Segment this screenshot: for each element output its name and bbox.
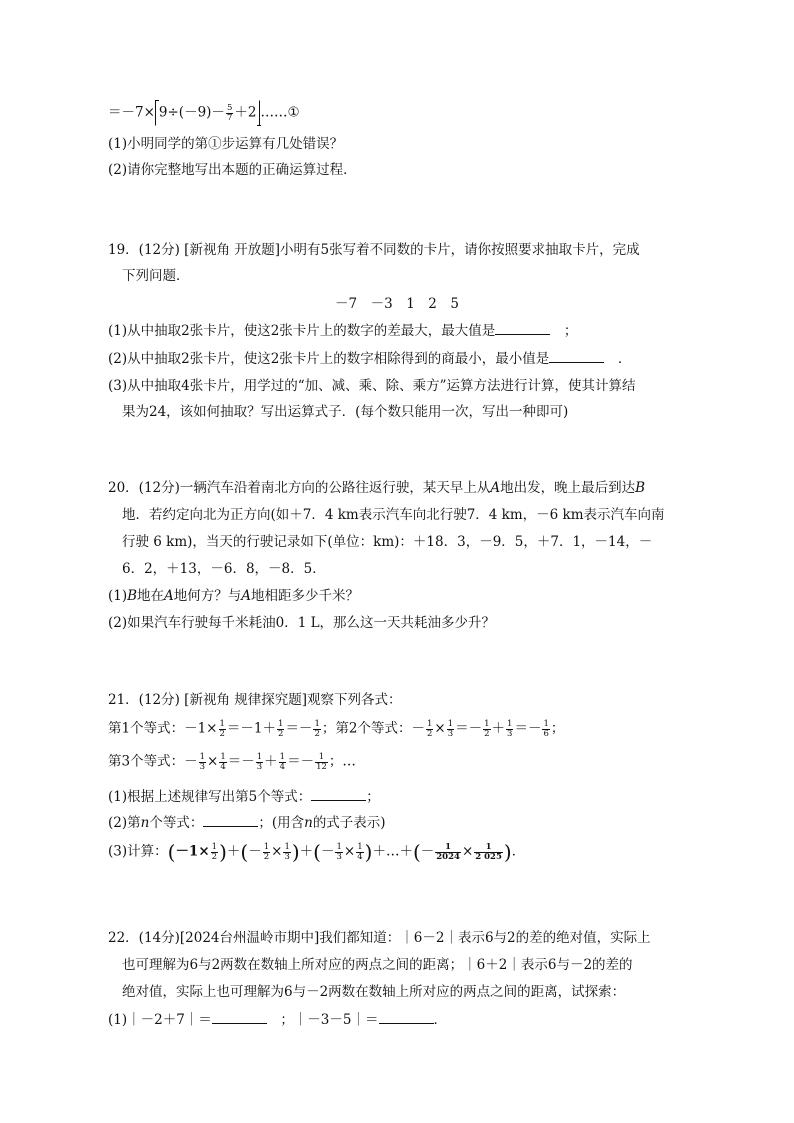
fraction	[283, 843, 290, 861]
fraction	[483, 720, 490, 738]
frac-den: 2	[219, 728, 225, 739]
eq-bracket-a: 9÷(－9)－	[158, 104, 225, 121]
q19-sub1-text: (1)从中抽取2张卡片，使这2张卡片上的数字的差最大，最大值是	[108, 323, 496, 339]
q22-line3: 绝对值，实际上也可理解为6与－2两数在数轴上所对应的两点之间的距离，试探索：	[122, 984, 626, 1000]
q19-sub3-l2: 果为24，该如何抽取？写出运算式子．(每个数只能用一次，写出一种即可)	[122, 404, 569, 420]
frac-den: 2	[263, 851, 270, 862]
point-b: B	[127, 588, 138, 604]
fraction	[256, 753, 263, 771]
answer-blank[interactable]	[495, 322, 550, 335]
answer-blank[interactable]	[212, 1011, 267, 1024]
q18-sub1: (1)小明同学的第①步运算有几处错误？	[108, 136, 344, 152]
frac-den: 3	[336, 851, 342, 862]
answer-blank[interactable]	[379, 1011, 434, 1024]
frac-den: 4	[357, 851, 363, 862]
fraction	[199, 753, 206, 771]
frac-num: 1	[256, 752, 263, 762]
fraction	[447, 720, 454, 738]
point-b: B	[635, 480, 646, 496]
q21-eq12: 第1个等式：－1× $\frac{1}{2}$ ＝－1＋ $\frac{1}{2}$ ＝－ $\frac{1}{2}$ ；第2个等式：－ $\frac{1}{2}$ × $\frac{1}{3}$ ＝－ $\frac{1}{2}$ ＋ $\frac{1}{3}$ ＝－ $\frac{1}{6}$ ；	[108, 719, 565, 739]
fraction	[335, 843, 342, 861]
q21-sub1-text: (1)根据上述规律写出第5个等式：	[108, 789, 312, 805]
q19-line1: 19．(12分) [新视角 开放题]小明有5张写着不同数的卡片，请你按照要求抽取卡片，完成	[108, 242, 640, 258]
answer-blank[interactable]	[549, 350, 604, 363]
q20-sub1d: 地相距多少千米？	[251, 588, 360, 604]
paren: (	[412, 840, 421, 864]
q19-sub1-end: ；	[563, 323, 578, 339]
frac-den: 3	[447, 728, 454, 739]
q20-line4: 6．2，＋13，－6．8，－8．5．	[122, 561, 326, 577]
fraction	[211, 843, 218, 861]
q19-sub2-end: ．	[617, 351, 632, 367]
q22-sub1	[108, 1011, 447, 1028]
q20-line1a: 20．(12分)一辆汽车沿着南北方向的公路往返行驶，某天早上从	[108, 480, 491, 496]
q21-eq2-label: ；第2个等式：	[321, 720, 412, 737]
q19-line2: 下列问题．	[122, 268, 190, 284]
fraction	[219, 753, 226, 771]
frac-num: 1	[263, 842, 270, 852]
paren: )	[503, 840, 512, 864]
fraction	[426, 720, 433, 738]
frac-num: 1	[315, 753, 328, 763]
frac-num: 1	[279, 752, 286, 762]
q19-sub1	[108, 322, 577, 339]
frac-num: 1	[314, 719, 320, 729]
q20-sub2: (2)如果汽车行驶每千米耗油0．1 L，那么这一天共耗油多少升？	[108, 615, 496, 631]
fraction	[315, 753, 328, 771]
q19-sub2-text: (2)从中抽取2张卡片，使这2张卡片上的数字相除得到的商最小，最小值是	[108, 351, 550, 367]
frac-den: 4	[220, 761, 226, 772]
q20-sub1c: 地何方？与	[173, 588, 242, 604]
fraction	[263, 843, 270, 861]
q21-sub2c: ；(用含	[258, 815, 305, 831]
q21-sub3: (3)计算：(－1× $\frac{1}{2}$ )＋(－ $\frac{1}{2}$ × $\frac{1}{3}$ )＋(－ $\frac{1}{3}$ × $\frac{1}{4}$ )＋…＋(－ $\frac{1}{2024}$ × $\frac{1}{2 025}$ )．	[108, 840, 526, 864]
q22-sub1c: ．	[433, 1012, 447, 1028]
frac-den: 2	[426, 728, 433, 739]
frac-den: 6	[543, 728, 549, 739]
eq-bracket-b: ＋2	[234, 104, 257, 121]
q21-sub1	[108, 788, 380, 805]
frac-num: 1	[278, 719, 284, 729]
paren: )	[219, 840, 227, 864]
paren: )	[364, 840, 373, 864]
q18-sub2: (2)请你完整地写出本题的正确运算过程．	[108, 162, 357, 178]
frac-num: 1	[357, 842, 363, 852]
q20-line1	[108, 480, 645, 496]
frac-num: 1	[211, 842, 218, 852]
point-a: A	[241, 588, 252, 604]
frac-num: 1	[426, 719, 433, 729]
frac-den: 3	[199, 761, 206, 772]
q20-line3: 行驶 6 km)，当天的行驶记录如下(单位：km)：＋18．3，－9．5，＋7．1，－14，－	[122, 534, 653, 550]
frac-den: 2	[314, 728, 320, 739]
fraction	[474, 843, 503, 861]
frac-num: 1	[199, 752, 206, 762]
fraction	[219, 720, 226, 738]
q21-sub3-text: (3)计算：	[108, 843, 168, 860]
q19-cards: －7 －3 1 2 5	[335, 296, 459, 312]
paren: (	[240, 840, 249, 864]
fraction	[277, 720, 284, 738]
square-bracket	[155, 100, 261, 126]
q21-sub2b: 个等式：	[149, 815, 204, 831]
q20-sub1	[108, 588, 359, 604]
frac-den: 4	[279, 761, 286, 772]
answer-blank[interactable]	[311, 788, 366, 801]
frac-num: 1	[474, 843, 503, 853]
fraction	[356, 843, 363, 861]
q21-sub2	[108, 814, 386, 831]
q22-line1: 22．(14分)[2024台州温岭市期中]我们都知道：｜6－2｜表示6与2的差的绝对值，实际上	[108, 930, 651, 946]
answer-blank[interactable]	[203, 814, 258, 827]
q22-sub1a: (1)｜－2＋7｜＝	[108, 1012, 212, 1028]
q20-line1b: 地出发，晚上最后到达	[500, 480, 636, 496]
fraction	[506, 720, 513, 738]
frac-den: 7	[226, 112, 233, 123]
frac-den: 2	[211, 851, 218, 862]
fraction	[542, 720, 549, 738]
var-n: n	[140, 815, 150, 831]
frac-den: 12	[316, 761, 327, 772]
frac-num: 1	[507, 719, 513, 729]
frac-num: 1	[543, 719, 549, 729]
fraction	[226, 104, 233, 122]
fraction	[279, 753, 286, 771]
q20-sub1a: (1)	[108, 588, 128, 604]
q21-eq-tail: ；…	[328, 753, 356, 770]
q20-line2: 地．若约定向北为正方向(如＋7．4 km表示汽车向北行驶7．4 km，－6 km表示汽车向南	[122, 507, 665, 523]
q21-eq1-label: 第1个等式：	[108, 720, 185, 737]
q21-sub1-end: ；	[366, 789, 380, 805]
q19-sub3-l1: (3)从中抽取4张卡片，用学过的“加、减、乘、除、乘方”运算方法进行计算，使其计算结	[108, 378, 636, 394]
frac-den: 3	[284, 851, 290, 862]
q21-eq3-label: 第3个等式：	[108, 753, 185, 770]
q22-line2: 也可理解为6与2两数在数轴上所对应的两点之间的距离；｜6＋2｜表示6与－2的差的	[122, 957, 633, 973]
fraction	[435, 843, 461, 861]
eq-suffix: ……①	[260, 104, 300, 121]
q21-line1: 21．(12分) [新视角 规律探究题]观察下列各式：	[108, 692, 402, 708]
frac-num: 1	[220, 752, 226, 762]
frac-num: 1	[219, 719, 225, 729]
point-a: A	[490, 480, 501, 496]
frac-den: 3	[507, 728, 513, 739]
frac-num: 1	[484, 719, 490, 729]
frac-num: 5	[226, 103, 233, 113]
paren: )	[291, 840, 300, 864]
frac-num: 1	[447, 719, 454, 729]
frac-num: 1	[336, 842, 342, 852]
q21-eq3: 第3个等式：－ $\frac{1}{3}$ × $\frac{1}{4}$ ＝－ $\frac{1}{3}$ ＋ $\frac{1}{4}$ ＝－ $\frac{1}{12}$ ；…	[108, 752, 356, 772]
frac-den: 2	[484, 728, 490, 739]
eq-prefix: ＝－7×	[108, 104, 155, 121]
var-n: n	[304, 815, 313, 831]
q21-sub2a: (2)第	[108, 815, 141, 831]
q20-sub1b: 地在	[137, 588, 165, 604]
frac-num: 1	[284, 842, 290, 852]
q22-sub1b: ；｜－3－5｜＝	[280, 1012, 379, 1028]
frac-den: 2024	[436, 851, 460, 862]
point-a: A	[164, 588, 174, 604]
frac-num: 1	[435, 843, 461, 853]
paren: (	[313, 840, 321, 864]
fraction	[313, 720, 320, 738]
q21-sub2d: 的式子表示)	[312, 815, 386, 831]
frac-den: 3	[256, 761, 263, 772]
paren: (	[167, 840, 176, 864]
frac-den: 2 025	[475, 851, 502, 862]
frac-den: 2	[278, 728, 284, 739]
q18-equation	[108, 100, 300, 126]
q19-sub2	[108, 350, 631, 367]
